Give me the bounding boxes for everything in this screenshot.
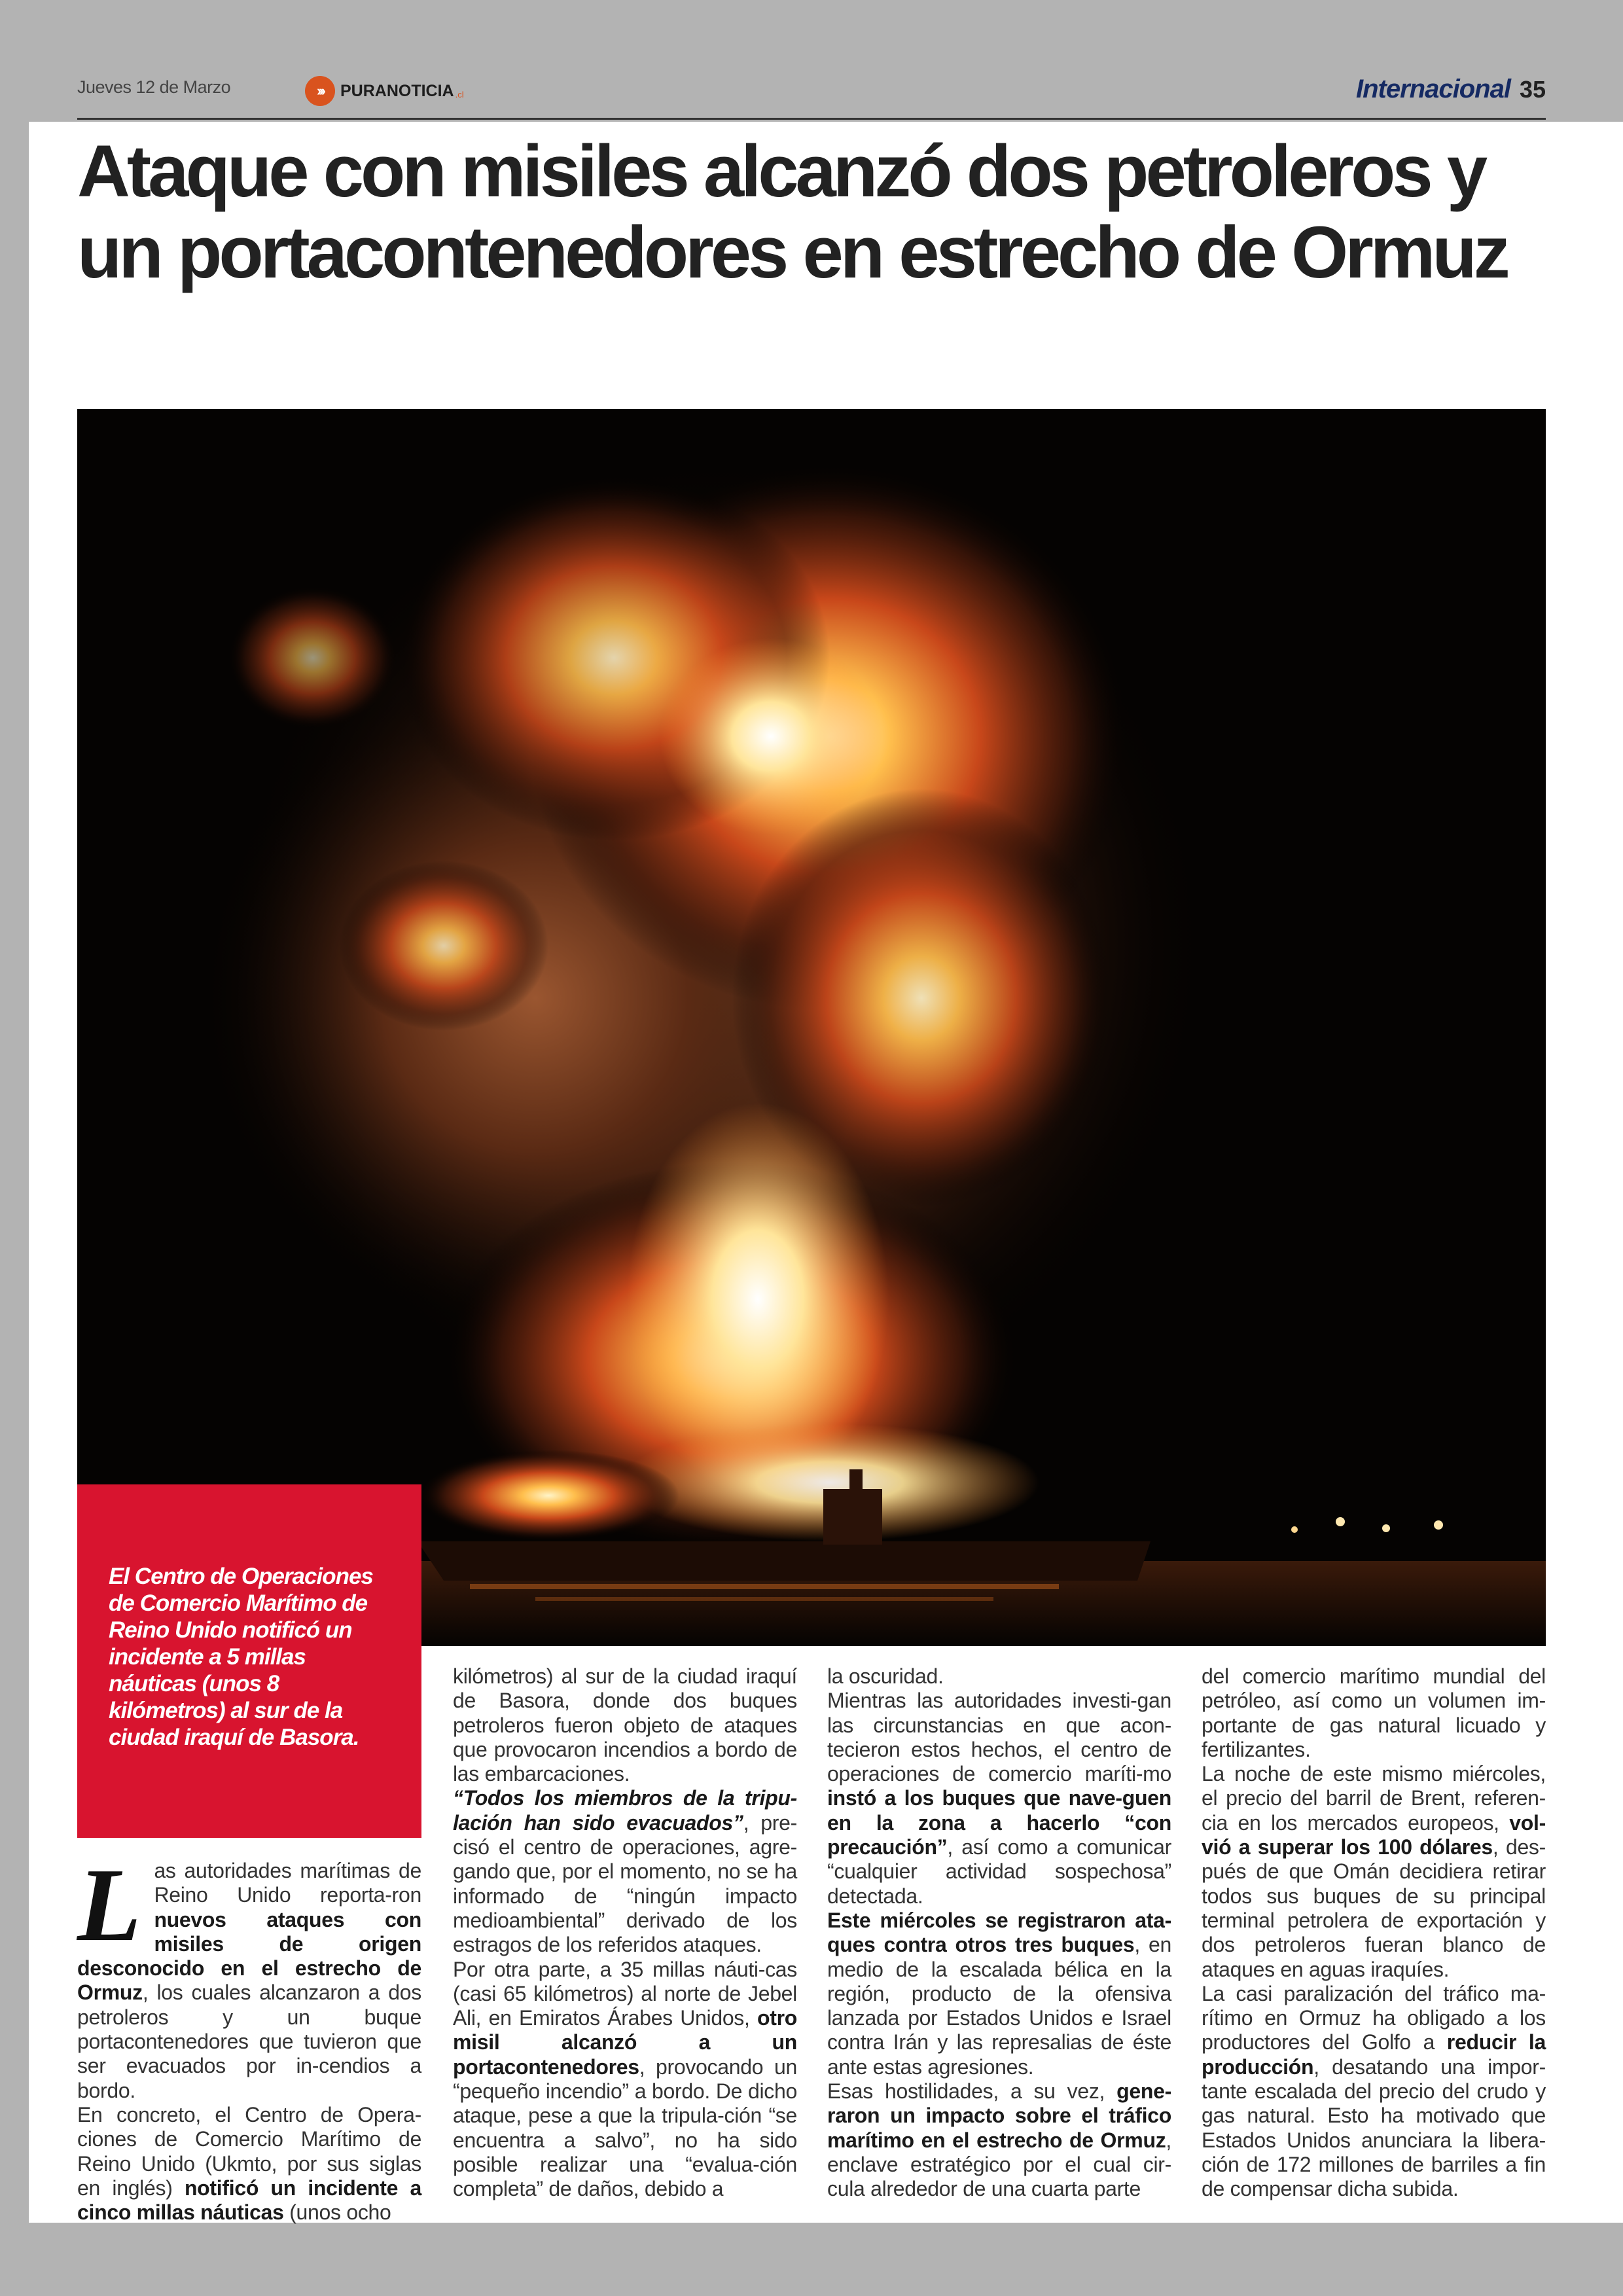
bold-run: notificó un incidente a cinco millas náuticas bbox=[77, 2176, 421, 2225]
text-run: , los cuales alcanzaron a dos petroleros y un buque portacontenedores que tuvieron que ser evacuados por in-cendios a bordo. bbox=[77, 1981, 421, 2102]
bold-run: reducir la producción bbox=[1202, 2030, 1546, 2079]
article-column-1 bbox=[77, 1846, 421, 2225]
ship-fire-photo bbox=[77, 409, 1546, 1646]
photo-caption: El Centro de Operaciones de Comercio Marítimo de Reino Unido notificó un incidente a 5 millas náuticas (unos 8 kilómetros) al sur de la ciudad iraquí de Basora. bbox=[109, 1564, 373, 1750]
paragraph bbox=[453, 1786, 797, 1957]
paragraph bbox=[827, 1689, 1171, 1909]
text-run: (unos ocho bbox=[283, 2200, 391, 2225]
text-run: , enclave estratégico por el cual cir-cula alrededor de una cuarta parte bbox=[827, 2128, 1171, 2201]
logo-arrows-icon: ››› bbox=[305, 76, 335, 106]
paragraph bbox=[827, 2079, 1171, 2201]
paragraph: del comercio marítimo mundial del petróleo, así como un volumen im-portante de gas natural licuado y fertilizantes. bbox=[1202, 1664, 1546, 1761]
bold-run: nuevos ataques con misiles de origen desconocido en el estrecho de Ormuz bbox=[77, 1907, 421, 2005]
text-run: La noche de este mismo miércoles, el precio del barril de Brent, referen-cia en los mercados europeos, bbox=[1202, 1762, 1546, 1835]
text-run: , en medio de la escalada bélica en la región, producto de la ofensiva lanzada por Estados Unidos e Israel contra Irán y las represalias de éste ante estas agresiones. bbox=[827, 1933, 1171, 2079]
bold-run: Este miércoles se registraron ata-ques contra otros tres buques bbox=[827, 1908, 1171, 1957]
paragraph: kilómetros) al sur de la ciudad iraquí de Basora, donde dos buques petroleros fueron objeto de ataques que provocaron incendios a bordo de las embarcaciones. bbox=[453, 1664, 797, 1786]
paragraph bbox=[1202, 1982, 1546, 2202]
puranoticia-logo bbox=[305, 76, 464, 106]
text-run: La casi paralización del tráfico ma-rítimo en Ormuz ha obligado a los productores del Golfo a bbox=[1202, 1981, 1546, 2054]
bold-run: instó a los buques que nave-guen en la zona a hacerlo “con precaución” bbox=[827, 1786, 1171, 1859]
text-run: , provocando un “pequeño incendio” a bordo. De dicho ataque, pese a que la tripula-ción “se encuentra a salvo”, no ha sido posible realizar una “evalua-ción completa” de daños, debido a bbox=[453, 2054, 797, 2201]
section-marker bbox=[1356, 75, 1546, 104]
paragraph bbox=[453, 1958, 797, 2202]
page-header bbox=[77, 71, 1546, 120]
article-photo bbox=[77, 409, 1546, 1646]
section-title: Internacional bbox=[1356, 75, 1510, 103]
text-run: Esas hostilidades, a su vez, bbox=[827, 2079, 1117, 2104]
article-column-3 bbox=[827, 1664, 1171, 2202]
text-run: Mientras las autoridades investi-gan las circunstancias en que acon-tecieron estos hechos, el centro de operaciones de comercio maríti-mo bbox=[827, 1689, 1171, 1786]
bold-run: vol-vió a superar los 100 dólares bbox=[1202, 1810, 1546, 1859]
photo-caption-box bbox=[77, 1484, 421, 1838]
text-run: , desatando una impor-tante escalada del precio del crudo y gas natural. Esto ha motivado que Estados Unidos anunciara la libera-ción de 172 millones de barriles a fin de compensar dicha subida. bbox=[1202, 2054, 1546, 2201]
text-run: En concreto, el Centro de Opera-ciones de Comercio Marítimo de Reino Unido (Ukmto, por sus siglas en inglés) bbox=[77, 2102, 421, 2200]
article-column-4 bbox=[1202, 1664, 1546, 2202]
logo-text: PURANOTICIA bbox=[340, 81, 454, 100]
text-run: , des-pués de que Omán decidiera retirar todos sus buques de su principal terminal petrolera de exportación y dos petroleros fueran blanco de ataques en aguas iraquíes. bbox=[1202, 1835, 1546, 1981]
bold-run: otro misil alcanzó a un portacontenedores bbox=[453, 2006, 797, 2079]
issue-date: Jueves 12 de Marzo bbox=[77, 77, 231, 97]
page-number: 35 bbox=[1519, 76, 1546, 103]
article-column-2 bbox=[453, 1664, 797, 2202]
logo-suffix: .cl bbox=[455, 89, 464, 99]
paragraph: la oscuridad. bbox=[827, 1664, 944, 1688]
bold-run: gene-raron un impacto sobre el tráfico marítimo en el estrecho de Ormuz bbox=[827, 2079, 1171, 2152]
drop-cap: L bbox=[77, 1846, 141, 1963]
bold-quote: “Todos los miembros de la tripu-lación han sido evacuados” bbox=[453, 1786, 797, 1835]
text-run: , pre-cisó el centro de operaciones, agre-gando que, por el momento, no se ha informado de “ningún impacto medioambiental” derivado de los estragos de los referidos ataques. bbox=[453, 1810, 798, 1957]
headline: Ataque con misiles alcanzó dos petroleros y un portacontenedores en estrecho de Ormuz bbox=[77, 130, 1507, 293]
paragraph bbox=[1202, 1762, 1546, 1982]
text-run: as autoridades marítimas de Reino Unido reporta-ron bbox=[154, 1859, 421, 1907]
text-run: , así como a comunicar “cualquier actividad sospechosa” detectada. bbox=[827, 1835, 1171, 1908]
paragraph bbox=[827, 1909, 1171, 2079]
text-run: Por otra parte, a 35 millas náuti-cas (casi 65 kilómetros) al norte de Jebel Ali, en Emiratos Árabes Unidos, bbox=[453, 1957, 797, 2030]
paragraph bbox=[77, 2103, 421, 2225]
